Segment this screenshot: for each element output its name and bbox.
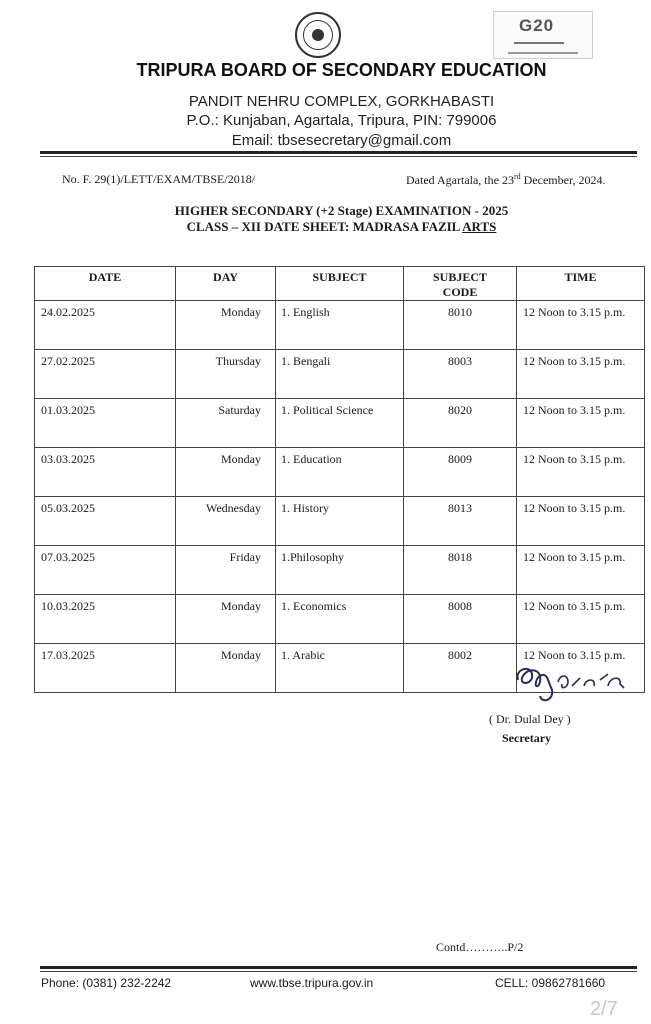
row-day: Thursday: [176, 350, 276, 399]
header-subject-code: [404, 267, 517, 301]
row-subject: 1. Economics: [276, 595, 404, 644]
header-divider: [40, 151, 637, 154]
page-indicator: 2/7: [590, 998, 618, 1020]
dated-suffix: December, 2024.: [520, 173, 606, 187]
row-time: 12 Noon to 3.15 p.m.: [517, 301, 645, 350]
row-subject: 1. History: [276, 497, 404, 546]
row-code: 8018: [404, 546, 517, 595]
row-date: 10.03.2025: [35, 595, 176, 644]
header-divider-thin: [40, 156, 637, 157]
table-row: [35, 399, 645, 448]
footer-website[interactable]: www.tbse.tripura.gov.in: [250, 976, 374, 990]
signatory-name: ( Dr. Dulal Dey ): [489, 712, 571, 726]
row-time: 12 Noon to 3.15 p.m.: [517, 644, 645, 693]
row-subject: 1. Arabic: [276, 644, 404, 693]
row-time: 12 Noon to 3.15 p.m.: [517, 497, 645, 546]
g20-logo: [493, 11, 593, 59]
g20-logo-text: G20: [519, 16, 555, 35]
row-code: 8010: [404, 301, 517, 350]
header-code-line-1: SUBJECT: [432, 270, 488, 284]
row-date: 27.02.2025: [35, 350, 176, 399]
signatory-designation: Secretary: [502, 731, 552, 745]
row-code: 8009: [404, 448, 517, 497]
header-date: DATE: [35, 267, 176, 301]
footer-divider: [40, 966, 637, 969]
table-header-row: [35, 267, 645, 301]
footer-phone: Phone: (0381) 232-2242: [41, 976, 172, 990]
board-name: TRIPURA BOARD OF SECONDARY EDUCATION: [136, 60, 547, 80]
class-stream: ARTS: [462, 219, 497, 234]
table-row: [35, 546, 645, 595]
header-time: TIME: [517, 267, 645, 301]
table-row: [35, 595, 645, 644]
row-day: Monday: [176, 448, 276, 497]
row-date: 07.03.2025: [35, 546, 176, 595]
row-date: 05.03.2025: [35, 497, 176, 546]
row-time: 12 Noon to 3.15 p.m.: [517, 399, 645, 448]
class-title: [0, 219, 651, 235]
table-row: [35, 301, 645, 350]
row-code: 8013: [404, 497, 517, 546]
footer-cell: CELL: 09862781660: [495, 976, 606, 990]
header-subject: SUBJECT: [276, 267, 404, 301]
row-time: 12 Noon to 3.15 p.m.: [517, 546, 645, 595]
row-subject: 1. Political Science: [276, 399, 404, 448]
header-day: DAY: [176, 267, 276, 301]
row-subject: 1. English: [276, 301, 404, 350]
footer-divider-thin: [40, 971, 637, 972]
board-seal-logo: [295, 12, 341, 58]
dated-line: [406, 172, 605, 188]
row-code: 8002: [404, 644, 517, 693]
g20-logo-tagline-2: [508, 52, 578, 54]
row-time: 12 Noon to 3.15 p.m.: [517, 448, 645, 497]
table-row: [35, 497, 645, 546]
class-title-prefix: CLASS – XII DATE SHEET: MADRASA FAZIL: [186, 219, 463, 234]
row-code: 8008: [404, 595, 517, 644]
row-code: 8003: [404, 350, 517, 399]
row-date: 24.02.2025: [35, 301, 176, 350]
row-day: Saturday: [176, 399, 276, 448]
row-day: Monday: [176, 595, 276, 644]
row-date: 17.03.2025: [35, 644, 176, 693]
row-time: 12 Noon to 3.15 p.m.: [517, 595, 645, 644]
row-date: 03.03.2025: [35, 448, 176, 497]
email-line: Email: tbsesecretary@gmail.com: [231, 132, 452, 149]
row-day: Monday: [176, 301, 276, 350]
date-sheet-table: [34, 266, 645, 693]
continuation-note: Contd………..P/2: [436, 940, 524, 954]
exam-title: HIGHER SECONDARY (+2 Stage) EXAMINATION - 2025: [174, 203, 509, 218]
g20-logo-tagline: [514, 42, 564, 44]
header-code-line-2: CODE: [442, 285, 478, 299]
dated-ordinal: rd: [513, 172, 521, 181]
row-day: Friday: [176, 546, 276, 595]
dated-prefix: Dated Agartala, the 23: [406, 173, 514, 187]
row-time: 12 Noon to 3.15 p.m.: [517, 350, 645, 399]
address-line-2: P.O.: Kunjaban, Agartala, Tripura, PIN: 799006: [186, 112, 497, 129]
handwritten-signature: [512, 660, 632, 706]
address-line-1: PANDIT NEHRU COMPLEX, GORKHABASTI: [188, 93, 495, 110]
row-subject: 1. Education: [276, 448, 404, 497]
row-date: 01.03.2025: [35, 399, 176, 448]
reference-number: No. F. 29(1)/LETT/EXAM/TBSE/2018/: [62, 172, 256, 186]
table-row: [35, 350, 645, 399]
row-subject: 1.Philosophy: [276, 546, 404, 595]
row-day: Wednesday: [176, 497, 276, 546]
table-row: [35, 448, 645, 497]
row-day: Monday: [176, 644, 276, 693]
row-code: 8020: [404, 399, 517, 448]
row-subject: 1. Bengali: [276, 350, 404, 399]
